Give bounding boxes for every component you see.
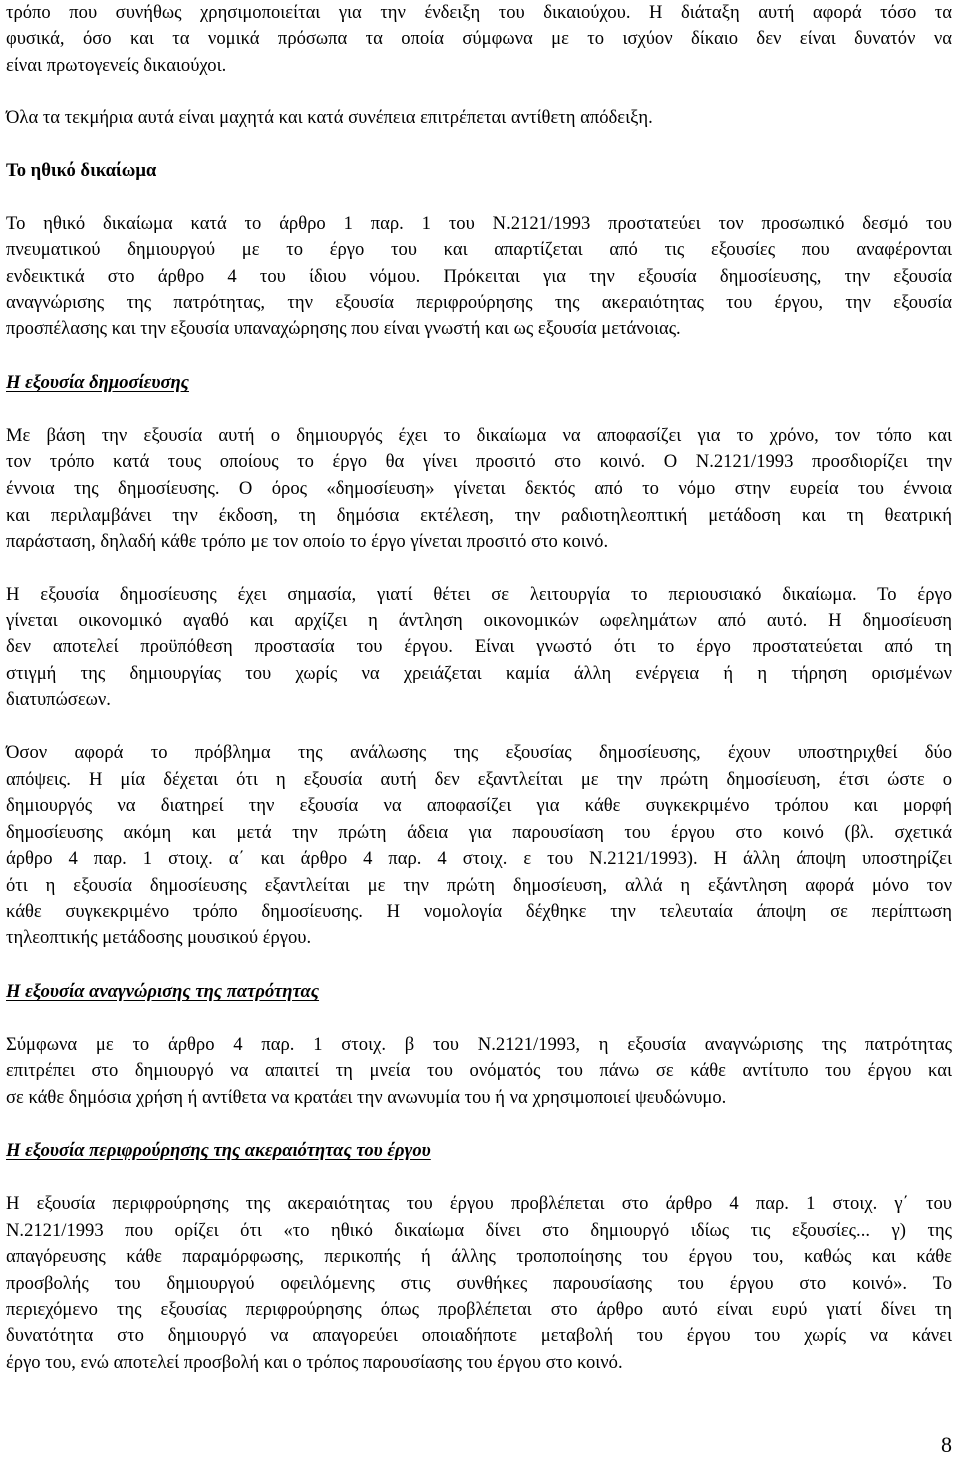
text-line: άρθρο 4 παρ. 1 στοιχ. α΄ και άρθρο 4 παρ. 4 στοιχ. ε του Ν.2121/1993). Η άλλη άποψη υποστηρίζει bbox=[6, 848, 952, 869]
text-line: δημοσίευσης ακόμη και μετά την πρώτη άδεια για παρουσίαση του έργου στο κοινό (βλ. σχετικά bbox=[6, 822, 952, 843]
section-heading: Η εξουσία αναγνώρισης της πατρότητας bbox=[6, 981, 320, 1002]
text-line: επιτρέπει στο δημιουργό να απαιτεί τη μνεία του ονόματός του πάνω σε κάθε αντίτυπο του έργου και bbox=[6, 1060, 952, 1081]
text-line: ενδεικτικά στο άρθρο 4 του ίδιου νόμου. Πρόκειται για την εξουσία δημοσίευσης, την εξουσία bbox=[6, 266, 952, 287]
text-line: περιεχόμενο της εξουσίας περιφρούρησης όπως προβλέπεται στο άρθρο αυτό είναι ευρύ γιατί δίνει τη bbox=[6, 1299, 952, 1320]
text-line: δεν αποτελεί προϋπόθεση προστασία του έργου. Είναι γνωστό ότι το έργο προστατεύεται από τη bbox=[6, 636, 952, 657]
text-line: Όσον αφορά το πρόβλημα της ανάλωσης της εξουσίας δημοσίευσης, έχουν υποστηριχθεί δύο bbox=[6, 742, 952, 763]
text-line: Όλα τα τεκμήρια αυτά είναι μαχητά και κατά συνέπεια επιτρέπεται αντίθετη απόδειξη. bbox=[6, 107, 653, 128]
section-heading: Η εξουσία δημοσίευσης bbox=[6, 372, 189, 393]
text-line: σε κάθε δημόσια χρήση ή αντίθετα να κρατάει την ανωνυμία του ή να χρησιμοποιεί ψευδώνυμο. bbox=[6, 1087, 727, 1108]
text-line: απόψεις. Η μία δέχεται ότι η εξουσία αυτή δεν εξαντλείται με την πρώτη δημοσίευση, έτσι ώστε ο bbox=[6, 769, 952, 790]
text-line: κάθε συγκεκριμένο τρόπο δημοσίευσης. Η νομολογία δέχθηκε την τελευταία άποψη σε περίπτωση bbox=[6, 901, 952, 922]
text-line: τον τρόπο κατά τους οποίους το έργο θα γίνει προσιτό στο κοινό. Ο Ν.2121/1993 προσδιορίζει την bbox=[6, 451, 952, 472]
text-line: και περιλαμβάνει την έκδοση, τη δημόσια εκτέλεση, την ραδιοτηλεοπτική μετάδοση και τη θεατρική bbox=[6, 505, 952, 526]
section-heading: Η εξουσία περιφρούρησης της ακεραιότητας του έργου bbox=[6, 1140, 431, 1161]
text-line: φυσικά, όσο και τα νομικά πρόσωπα τα οποία σύμφωνα με το ισχύον δίκαιο δεν είναι δυνατόν να bbox=[6, 28, 952, 49]
text-line: Με βάση την εξουσία αυτή ο δημιουργός έχει το δικαίωμα να αποφασίζει για το χρόνο, τον τόπο και bbox=[6, 425, 952, 446]
text-line: Ν.2121/1993 που ορίζει ότι «το ηθικό δικαίωμα δίνει στο δημιουργό ιδίως τις εξουσίες... γ) της bbox=[6, 1220, 952, 1241]
text-line: προσβολής του δημιουργού οφειλόμενης στις συνθήκες παρουσίασης του έργου στο κοινό». Το bbox=[6, 1273, 952, 1294]
page-number: 8 bbox=[941, 1432, 952, 1457]
text-line: Η εξουσία δημοσίευσης έχει σημασία, γιατί θέτει σε λειτουργία το περιουσιακό δικαίωμα. Το έργο bbox=[6, 584, 952, 605]
text-line: απαγόρευσης κάθε παραμόρφωσης, περικοπής ή άλλης τροποποίησης του έργου του, καθώς και κάθε bbox=[6, 1246, 952, 1267]
text-line: Το ηθικό δικαίωμα κατά το άρθρο 1 παρ. 1 του Ν.2121/1993 προστατεύει τον προσωπικό δεσμό του bbox=[6, 213, 952, 234]
text-line: αναγνώρισης της πατρότητας, την εξουσία περιφρούρησης της ακεραιότητας του έργου, την εξουσία bbox=[6, 292, 952, 313]
text-line: πνευματικού δημιουργού με το έργο του και απαρτίζεται από τις εξουσίες που αναφέρονται bbox=[6, 239, 952, 260]
text-line: είναι πρωτογενείς δικαιούχοι. bbox=[6, 55, 227, 76]
text-line: τρόπο που συνήθως χρησιμοποιείται για την ένδειξη του δικαιούχου. Η διάταξη αυτή αφορά τόσο τα bbox=[6, 2, 952, 23]
text-line: προσπέλασης και την εξουσία υπαναχώρησης που είναι γνωστή και ως εξουσία μετάνοιας. bbox=[6, 318, 681, 339]
text-line: τηλεοπτικής μετάδοσης μουσικού έργου. bbox=[6, 927, 312, 948]
text-line: έργο του, ενώ αποτελεί προσβολή και ο τρόπος παρουσίασης του έργου στο κοινό. bbox=[6, 1352, 623, 1373]
document-page bbox=[6, 0, 952, 1460]
text-line: έννοια της δημοσίευσης. Ο όρος «δημοσίευση» γίνεται δεκτός από το νόμο στην ευρεία του έννοια bbox=[6, 478, 952, 499]
text-line: Σύμφωνα με το άρθρο 4 παρ. 1 στοιχ. β του Ν.2121/1993, η εξουσία αναγνώρισης της πατρότητας bbox=[6, 1034, 952, 1055]
text-line: Η εξουσία περιφρούρησης της ακεραιότητας του έργου προβλέπεται στο άρθρο 4 παρ. 1 στοιχ. γ΄ του bbox=[6, 1193, 952, 1214]
text-line: δημιουργός να διατηρεί την εξουσία να αποφασίζει για κάθε συγκεκριμένο τρόπου και μορφή bbox=[6, 795, 952, 816]
text-line: γίνεται οικονομικό αγαθό και αρχίζει η άντληση οικονομικών ωφελημάτων από αυτό. Η δημοσίευση bbox=[6, 610, 952, 631]
text-line: στιγμή της δημιουργίας του χωρίς να χρειάζεται καμία άλλη ενέργεια ή η τήρηση ορισμένων bbox=[6, 663, 952, 684]
text-line: ότι η εξουσία δημοσίευσης εξαντλείται με την πρώτη δημοσίευση, αλλά η εξάντληση αφορά μόνο τον bbox=[6, 875, 952, 896]
text-line: διατυπώσεων. bbox=[6, 689, 111, 710]
section-heading: Το ηθικό δικαίωμα bbox=[6, 160, 157, 181]
text-line: παράσταση, δηλαδή κάθε τρόπο με τον οποίο το έργο γίνεται προσιτό στο κοινό. bbox=[6, 531, 609, 552]
text-line: δυνατότητα στο δημιουργό να απαγορεύει οποιαδήποτε μεταβολή του έργου του χωρίς να κάνει bbox=[6, 1325, 952, 1346]
